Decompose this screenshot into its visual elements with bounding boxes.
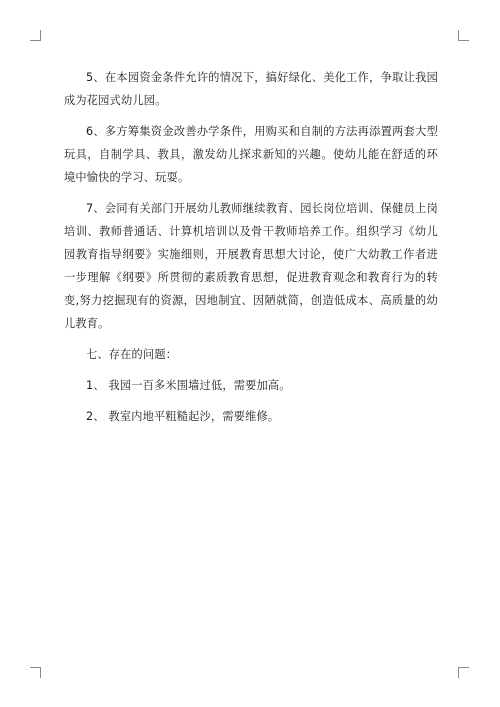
- crop-mark-top-left: [30, 30, 41, 41]
- paragraph-item-5: 5、在本园资金条件允许的情况下，搞好绿化、美化工作，争取让我园成为花园式幼儿园。: [64, 71, 438, 107]
- section-heading-problems: 七、存在的问题：: [86, 348, 178, 361]
- problem-item-1: 1、 我园一百多米围墙过低，需要加高。: [86, 379, 291, 392]
- document-body: [64, 66, 438, 436]
- paragraph-item-6: 6、多方筹集资金改善办学条件，用购买和自制的方法再添置两套大型玩具，自制学具、教具，激发幼儿探求新知的兴趣。使幼儿能在舒适的环境中愉快的学习、玩耍。: [64, 125, 438, 184]
- crop-mark-bottom-right: [458, 667, 469, 678]
- crop-mark-bottom-left: [30, 667, 41, 678]
- problem-item-2: 2、 教室内地平粗糙起沙，需要维修。: [86, 410, 280, 423]
- crop-mark-top-right: [458, 30, 469, 41]
- paragraph-item-7: 7、会同有关部门开展幼儿教师继续教育、园长岗位培训、保健员上岗培训、教师普通话、计算机培训以及骨干教师培养工作。组织学习《幼儿园教育指导纲要》实施细则，开展教育思想大讨论，使广大幼教工作者进一步理解《纲要》所贯彻的素质教育思想，促进教育观念和教育行为的转变,努力挖掘现有的资源，因地制宜、因陋就简，创造低成本、高质量的幼儿教育。: [64, 202, 438, 330]
